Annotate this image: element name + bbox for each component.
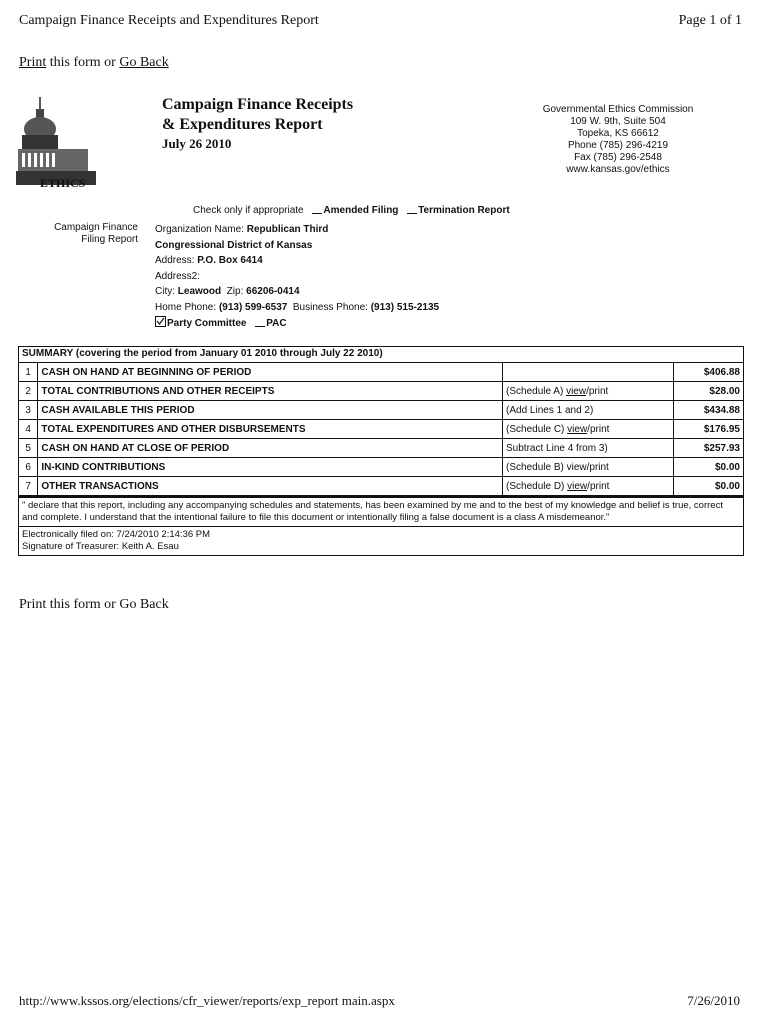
- line-schedule: [503, 363, 674, 382]
- line-schedule: [503, 382, 674, 401]
- schedule-text: (Schedule D): [506, 480, 568, 492]
- report-title-block: [162, 95, 353, 153]
- termination-report-label: Termination Report: [418, 205, 510, 216]
- go-back-link[interactable]: Go Back: [119, 55, 169, 70]
- line-amount: $406.88: [673, 363, 743, 382]
- go-back-link-bottom[interactable]: Go Back: [119, 597, 169, 612]
- organization-details: [155, 222, 439, 332]
- line-schedule: [503, 420, 674, 439]
- line-description: IN-KIND CONTRIBUTIONS: [38, 458, 503, 477]
- summary-line-row: [19, 477, 743, 496]
- address-value: P.O. Box 6414: [197, 255, 263, 266]
- schedule-text: (Schedule A): [506, 385, 567, 397]
- browser-header-title: Campaign Finance Receipts and Expenditures Report: [19, 13, 319, 28]
- line-number: 1: [19, 363, 38, 382]
- schedule-view-link[interactable]: view: [567, 423, 588, 435]
- ethics-commission-logo: [16, 95, 116, 195]
- summary-line-row: [19, 401, 743, 420]
- org-name-continued: Congressional District of Kansas: [155, 239, 313, 251]
- schedule-print-text: /print: [587, 480, 610, 492]
- schedule-print-text: /print: [586, 385, 609, 397]
- filed-on-value: 7/24/2010 2:14:36 PM: [116, 529, 211, 540]
- amended-filing-checkbox[interactable]: [312, 204, 322, 214]
- filed-on-label: Electronically filed on:: [22, 529, 117, 540]
- report-title-line1: Campaign Finance Receipts: [162, 96, 354, 113]
- footer-print-date: 7/26/2010: [687, 993, 740, 1008]
- nav-connector-text: this form or: [46, 55, 120, 70]
- summary-table: [18, 346, 744, 556]
- summary-line-row: [19, 382, 743, 401]
- pac-label: PAC: [266, 318, 287, 329]
- filing-type-checks: [193, 204, 510, 216]
- schedule-view-link[interactable]: view: [567, 480, 588, 492]
- check-prompt: Check only if appropriate: [193, 205, 304, 216]
- line-amount: $176.95: [673, 420, 743, 439]
- treasurer-label: Signature of Treasurer:: [22, 541, 122, 552]
- city-value: Leawood: [177, 286, 222, 297]
- filing-label-line1: Campaign Finance: [54, 222, 138, 233]
- filing-report-label: [30, 222, 138, 246]
- zip-label: Zip:: [221, 286, 247, 297]
- home-phone-value: (913) 599-6537: [218, 301, 288, 313]
- nav-links-top: [19, 55, 169, 71]
- declaration-text: " declare that this report, including any accompanying schedules and statements, has been examined by me and to the best of my knowledge and belief is true, correct and complete. I understand that the intentional failure to file this document or intentionally filing a false document is a class A misdemeanor.": [19, 496, 743, 526]
- line-number: 3: [19, 401, 38, 420]
- print-link-bottom[interactable]: Print: [19, 597, 47, 612]
- schedule-text: (Schedule B) view/print: [506, 461, 609, 473]
- amended-filing-label: Amended Filing: [323, 205, 399, 216]
- agency-address2: Topeka, KS 66612: [577, 128, 659, 139]
- agency-address1: 109 W. 9th, Suite 504: [570, 116, 666, 127]
- line-number: 6: [19, 458, 38, 477]
- report-title-line2: & Expenditures Report: [162, 116, 323, 133]
- agency-phone: Phone (785) 296-4219: [567, 140, 669, 151]
- line-number: 5: [19, 439, 38, 458]
- treasurer-name: Keith A. Esau: [121, 541, 179, 552]
- city-zip-row: [155, 284, 439, 300]
- address2-row: Address2:: [155, 270, 201, 282]
- party-committee-checkbox[interactable]: [155, 316, 166, 327]
- schedule-text: Subtract Line 4 from 3): [506, 442, 608, 454]
- business-phone-label: Business Phone:: [287, 301, 371, 313]
- summary-line-row: [19, 363, 743, 382]
- filing-signature-block: [19, 526, 743, 555]
- agency-address-block: [520, 104, 716, 176]
- line-amount: $0.00: [673, 477, 743, 496]
- address-label: Address:: [155, 255, 198, 266]
- agency-fax: Fax (785) 296-2548: [574, 152, 662, 163]
- line-amount: $434.88: [673, 401, 743, 420]
- line-number: 2: [19, 382, 38, 401]
- summary-line-row: [19, 439, 743, 458]
- line-description: TOTAL EXPENDITURES AND OTHER DISBURSEMENTS: [38, 420, 503, 439]
- schedule-print-text: /print: [587, 423, 610, 435]
- line-description: CASH ON HAND AT BEGINNING OF PERIOD: [38, 363, 503, 382]
- schedule-text: (Add Lines 1 and 2): [506, 404, 594, 416]
- line-schedule: [503, 458, 674, 477]
- treasurer-row: [22, 541, 740, 553]
- print-link[interactable]: Print: [19, 55, 47, 70]
- line-amount: $0.00: [673, 458, 743, 477]
- line-description: TOTAL CONTRIBUTIONS AND OTHER RECEIPTS: [38, 382, 503, 401]
- address-row: [155, 253, 439, 269]
- summary-heading: SUMMARY (covering the period from January 01 2010 through July 22 2010): [19, 347, 743, 363]
- filing-label-line2: Filing Report: [81, 234, 138, 245]
- line-amount: $28.00: [673, 382, 743, 401]
- org-name-value: Republican Third: [246, 224, 329, 235]
- report-date: July 26 2010: [162, 136, 232, 151]
- schedule-text: (Schedule C): [506, 423, 568, 435]
- summary-line-row: [19, 420, 743, 439]
- line-description: OTHER TRANSACTIONS: [38, 477, 503, 496]
- home-phone-label: Home Phone:: [155, 301, 219, 313]
- schedule-view-link[interactable]: view: [566, 385, 587, 397]
- committee-type-row: [155, 316, 439, 332]
- filed-on-row: [22, 529, 740, 541]
- org-name-label: Organization Name:: [155, 224, 247, 235]
- nav-links-bottom: [19, 597, 169, 613]
- pac-checkbox[interactable]: [255, 317, 265, 327]
- line-number: 4: [19, 420, 38, 439]
- line-schedule: [503, 477, 674, 496]
- line-number: 7: [19, 477, 38, 496]
- nav-connector-text-bottom: this form or: [46, 597, 120, 612]
- summary-lines: [19, 363, 743, 496]
- footer-url: http://www.kssos.org/elections/cfr_viewer/reports/exp_report main.aspx: [19, 993, 395, 1008]
- svg-text:ETHICS: ETHICS: [40, 176, 86, 190]
- line-description: CASH ON HAND AT CLOSE OF PERIOD: [38, 439, 503, 458]
- line-amount: $257.93: [673, 439, 743, 458]
- termination-report-checkbox[interactable]: [407, 204, 417, 214]
- org-name-row: [155, 222, 439, 238]
- phone-row: [155, 300, 439, 316]
- line-description: CASH AVAILABLE THIS PERIOD: [38, 401, 503, 420]
- line-schedule: [503, 439, 674, 458]
- agency-website: www.kansas.gov/ethics: [566, 164, 670, 175]
- zip-value: 66206-0414: [246, 286, 300, 297]
- city-label: City:: [155, 286, 178, 297]
- summary-line-row: [19, 458, 743, 477]
- page-number: Page 1 of 1: [678, 13, 742, 28]
- business-phone-value: (913) 515-2135: [370, 301, 440, 313]
- party-committee-label: Party Committee: [167, 318, 247, 329]
- line-schedule: [503, 401, 674, 420]
- agency-name: Governmental Ethics Commission: [542, 104, 694, 115]
